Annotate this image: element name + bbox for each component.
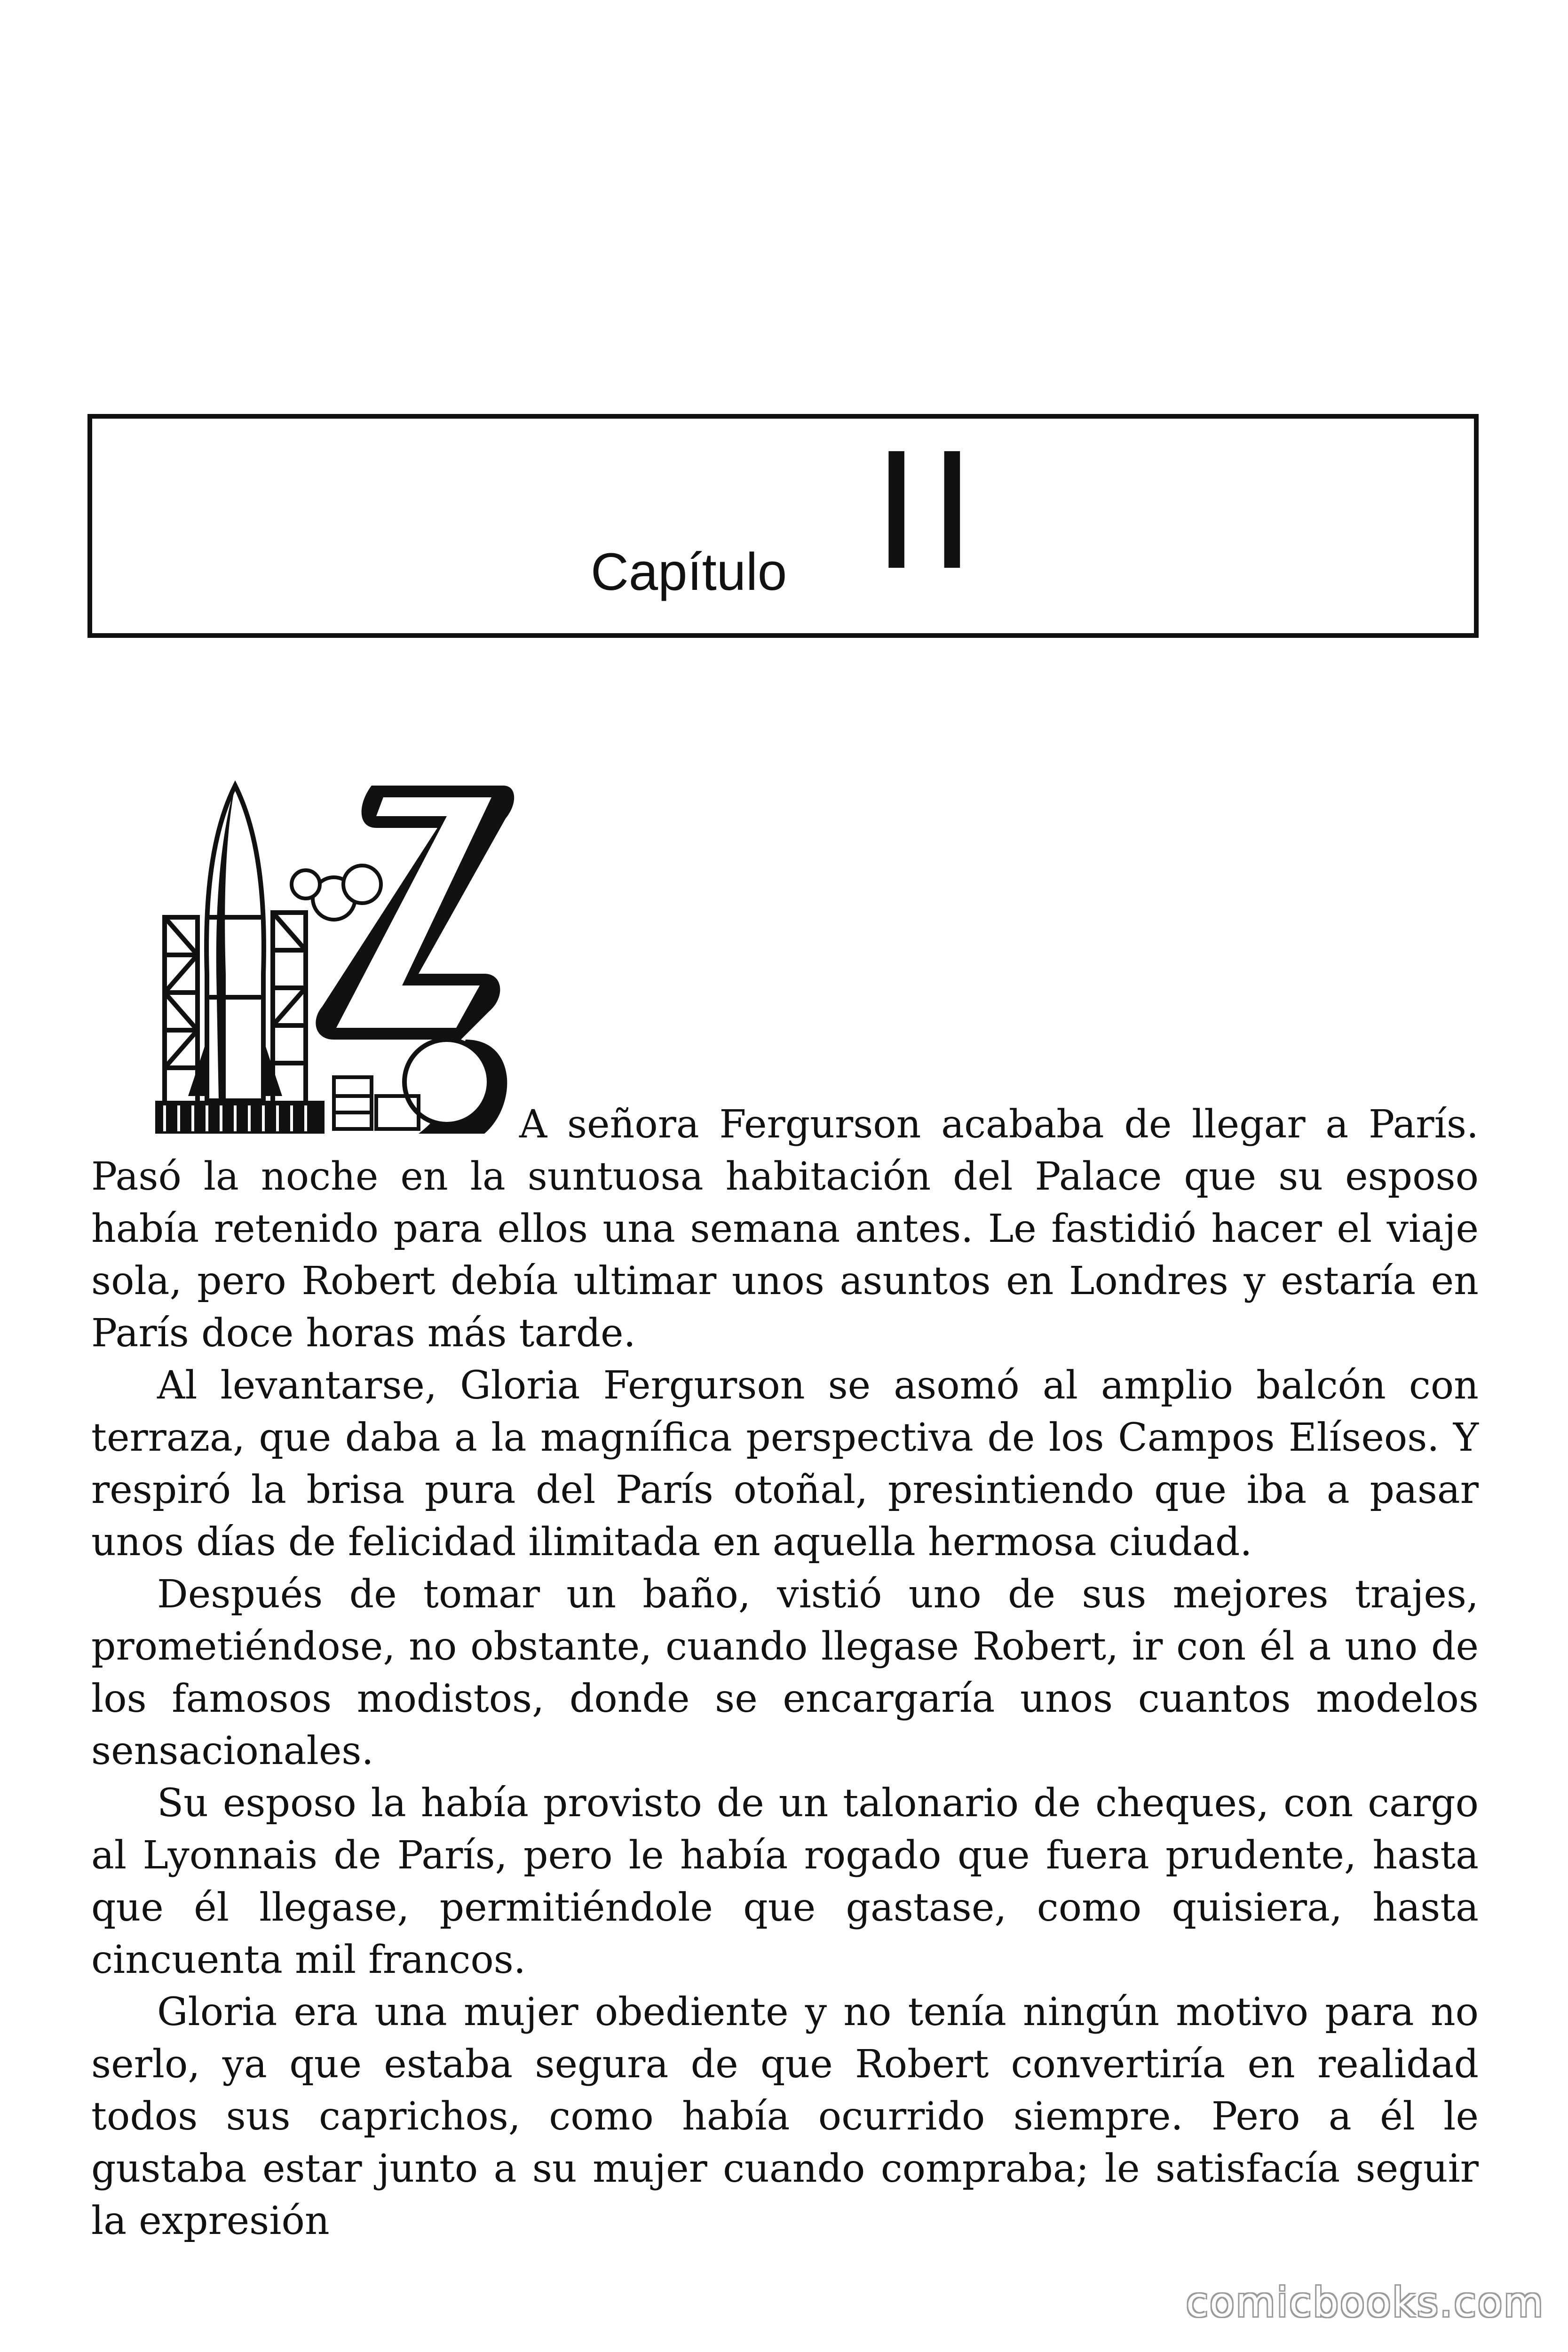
- chapter-heading-box: [87, 414, 1479, 638]
- paragraph: Al levantarse, Gloria Fergurson se asomó al amplio balcón con terraza, que daba a la magnífica perspectiva de los Campos Elíseos. Y respiró la brisa pura del París otoñal, presintiendo que iba a pasar unos días de felicidad ilimitada en aquella hermosa ciudad.: [91, 1363, 1479, 1565]
- chapter-label: Capítulo: [591, 542, 787, 601]
- paragraph: Después de tomar un baño, vistió uno de sus mejores trajes, prometiéndose, no obstante, cuando llegase Robert, ir con él a uno de los famosos modistos, donde se encargaría unos cuantos modelos sensacionales.: [91, 1572, 1479, 1773]
- paragraph: Gloria era una mujer obediente y no tenía ningún motivo para no serlo, ya que estaba segura de que Robert convertiría en realidad todos sus caprichos, como había ocurrido siempre. Pero a él le gustaba estar junto a su mujer cuando compraba; le satisfacía seguir la expresión: [91, 1990, 1479, 2243]
- paragraph: Su esposo la había provisto de un talonario de cheques, con cargo al Lyonnais de París, pero le había rogado que fuera prudente, hasta que él llegase, permitiéndole que gastase, como quisiera, hasta cincuenta mil francos.: [91, 1781, 1479, 1982]
- rocket-illustration-icon: [155, 776, 517, 1134]
- chapter-number: II: [873, 420, 984, 606]
- chapter-body: [91, 1098, 1479, 2247]
- site-watermark: comicbooks.com: [1186, 2279, 1544, 2326]
- paragraph: A señora Fergurson acababa de llegar a París. Pasó la noche en la suntuosa habitación del Palace que su esposo había retenido para ellos una semana antes. Le fastidió hacer el viaje sola, pero Robert debía ultimar unos asuntos en Londres y estaría en París doce horas más tarde.: [91, 1102, 1479, 1356]
